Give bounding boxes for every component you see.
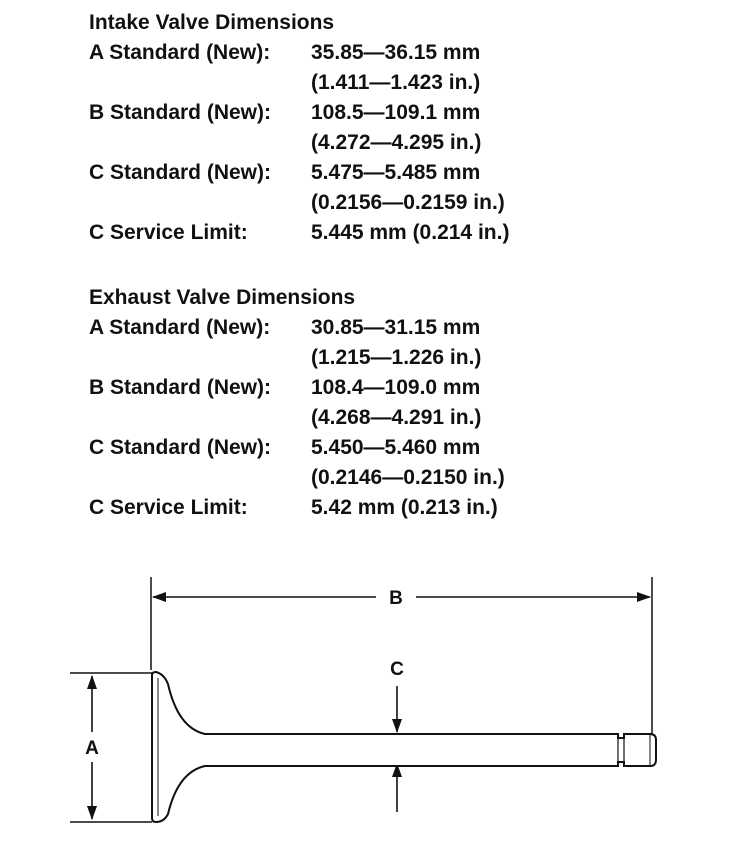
spec-value: 108.5—109.1 mm	[311, 101, 481, 124]
intake-valve-specs	[89, 8, 510, 248]
spec-value: 30.85—31.15 mm	[311, 316, 481, 339]
spec-value: 108.4—109.0 mm	[311, 376, 481, 399]
spec-label: A Standard (New):	[89, 316, 271, 339]
spec-value: (0.2146—0.2150 in.)	[311, 466, 505, 489]
spec-value: (1.215—1.226 in.)	[311, 346, 482, 369]
spec-row	[89, 433, 481, 463]
spec-label: C Standard (New):	[89, 436, 272, 459]
spec-row	[89, 493, 498, 523]
valve-diagram	[0, 560, 736, 854]
label-a: A	[85, 738, 99, 759]
spec-row	[89, 463, 505, 493]
spec-row	[89, 373, 481, 403]
spec-label: C Standard (New):	[89, 161, 272, 184]
spec-row	[89, 158, 481, 188]
spec-label: C Service Limit:	[89, 221, 248, 244]
spec-value: (0.2156—0.2159 in.)	[311, 191, 505, 214]
spec-row	[89, 188, 505, 218]
spec-row	[89, 128, 482, 158]
intake-heading: Intake Valve Dimensions	[89, 11, 335, 34]
spec-label: A Standard (New):	[89, 41, 271, 64]
spec-value: 5.42 mm (0.213 in.)	[311, 496, 498, 519]
spec-label: B Standard (New):	[89, 376, 272, 399]
label-b: B	[389, 588, 403, 609]
valve-body	[152, 672, 656, 822]
spec-value: 5.475—5.485 mm	[311, 161, 481, 184]
spec-label: C Service Limit:	[89, 496, 248, 519]
spec-value: (4.268—4.291 in.)	[311, 406, 482, 429]
valve-outline	[152, 672, 656, 822]
spec-value: (4.272—4.295 in.)	[311, 131, 482, 154]
spec-row	[89, 98, 481, 128]
exhaust-heading: Exhaust Valve Dimensions	[89, 286, 356, 309]
spec-value: 35.85—36.15 mm	[311, 41, 481, 64]
spec-row	[89, 218, 510, 248]
spec-row	[89, 38, 481, 68]
spec-value: 5.450—5.460 mm	[311, 436, 481, 459]
spec-value: (1.411—1.423 in.)	[311, 71, 481, 94]
label-c: C	[390, 659, 404, 680]
spec-row	[89, 313, 481, 343]
spec-label: B Standard (New):	[89, 101, 272, 124]
spec-row	[89, 403, 482, 433]
dimension-a	[70, 673, 152, 822]
exhaust-valve-specs	[89, 283, 505, 523]
spec-value: 5.445 mm (0.214 in.)	[311, 221, 510, 244]
spec-row	[89, 343, 482, 373]
spec-row	[89, 68, 481, 98]
